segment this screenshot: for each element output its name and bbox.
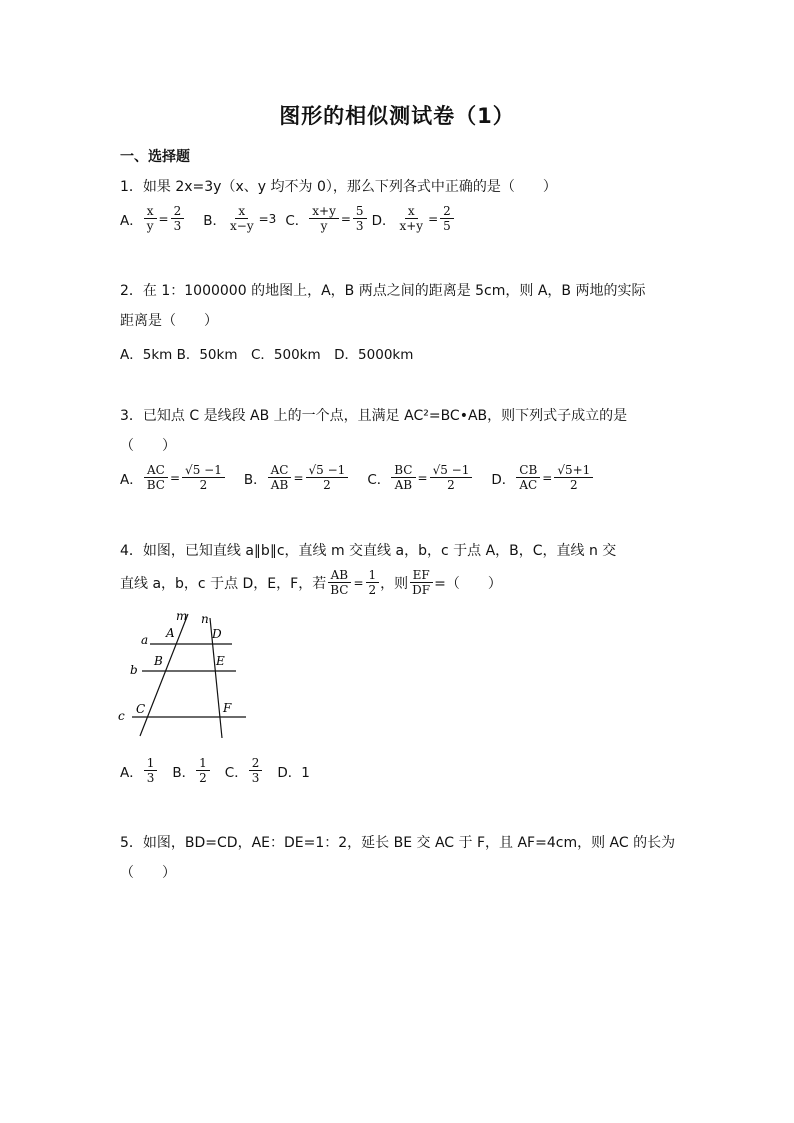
fraction: $\frac{x}{x+y}$ [399,204,424,233]
label-F: F [223,701,232,715]
fraction: $\frac{x}{x-y}$ [230,204,254,233]
fraction: $\frac{x}{y}$ [144,204,157,233]
fraction: $\frac{CB}{AC}$ [516,463,540,492]
fraction: $\frac{2}{3}$ [171,204,185,233]
question-2-options[interactable]: A．5km B．50km C．500km D．5000km [120,347,414,363]
fraction: $\frac{EF}{DF}$ [409,568,433,597]
q3-option-a[interactable]: A． $\frac{AC}{BC}$ = $\frac{√5 -1}{2}$ [120,463,226,492]
q1-option-b[interactable]: B． $\frac{x}{x-y}$ =3 [203,204,277,233]
q1-option-d[interactable]: D． $\frac{x}{x+y}$ = $\frac{2}{5}$ [372,204,455,233]
label-A: A [166,626,175,640]
parallel-lines-diagram [112,608,252,748]
q4-option-c[interactable]: C． $\frac{2}{3}$ [225,756,264,785]
fraction: $\frac{2}{3}$ [249,756,263,785]
question-5-line-1: 5．如图，BD=CD，AE：DE=1：2，延长 BE 交 AC 于 F，且 AF=4cm，则 AC 的长为 [120,835,676,851]
fraction: $\frac{√5 -1}{2}$ [306,463,349,492]
fraction: $\frac{AC}{BC}$ [144,463,168,492]
fraction: $\frac{√5 -1}{2}$ [182,463,225,492]
fraction: $\frac{AC}{AB}$ [268,463,292,492]
q4-option-b[interactable]: B． $\frac{1}{2}$ [172,756,210,785]
fraction: $\frac{x+y}{y}$ [309,204,339,233]
q3-option-b[interactable]: B． $\frac{AC}{AB}$ = $\frac{√5 -1}{2}$ [244,463,349,492]
question-1-options [120,204,455,233]
fraction: $\frac{1}{2}$ [196,756,210,785]
label-b: b [130,663,138,677]
label-E: E [216,654,225,668]
fraction: $\frac{√5 -1}{2}$ [430,463,473,492]
label-c: c [118,709,125,723]
label-m: m [176,609,188,623]
q4-option-d[interactable]: D．1 [277,764,310,781]
q3-option-c[interactable]: C． $\frac{BC}{AB}$ = $\frac{√5 -1}{2}$ [367,463,473,492]
fraction: $\frac{2}{5}$ [440,204,454,233]
fraction: $\frac{AB}{BC}$ [327,568,351,597]
question-4-line-2: 直线 a，b，c 于点 D，E，F，若 $\frac{AB}{BC}$ = $\frac{1}{2}$ ，则 $\frac{EF}{DF}$ =（ ） [120,568,502,597]
q4-option-a[interactable]: A． $\frac{1}{3}$ [120,756,158,785]
fraction: $\frac{5}{3}$ [353,204,367,233]
question-3-options [120,463,594,492]
q1-option-c[interactable]: C． $\frac{x+y}{y}$ = $\frac{5}{3}$ [285,204,367,233]
question-5-line-2: （ ） [120,865,176,881]
q3-option-d[interactable]: D． $\frac{CB}{AC}$ = $\frac{√5+1}{2}$ [491,463,594,492]
question-4-options [120,756,310,785]
question-3-line-2: （ ） [120,438,176,454]
q1-option-a[interactable]: A． $\frac{x}{y}$ = $\frac{2}{3}$ [120,204,185,233]
question-2-line-1: 2．在 1：1000000 的地图上，A，B 两点之间的距离是 5cm，则 A，B 两地的实际 [120,283,646,299]
page-title: 图形的相似测试卷（1） [279,104,515,128]
label-C: C [136,702,146,716]
section-heading: 一、选择题 [120,149,190,165]
label-D: D [212,627,222,641]
label-a: a [141,633,149,647]
fraction: $\frac{1}{2}$ [366,568,380,597]
fraction: $\frac{√5+1}{2}$ [554,463,593,492]
fraction: $\frac{1}{3}$ [144,756,158,785]
question-3-line-1: 3．已知点 C 是线段 AB 上的一个点，且满足 AC²=BC•AB，则下列式子成立的是 [120,408,628,424]
question-1-text: 1．如果 2x=3y（x、y 均不为 0），那么下列各式中正确的是（ ） [120,179,557,195]
fraction: $\frac{BC}{AB}$ [391,463,415,492]
question-4-line-1: 4．如图，已知直线 a∥b∥c，直线 m 交直线 a，b，c 于点 A，B，C，直线 n 交 [120,543,617,559]
label-B: B [154,654,163,668]
question-2-line-2: 距离是（ ） [120,313,218,329]
label-n: n [201,612,209,626]
